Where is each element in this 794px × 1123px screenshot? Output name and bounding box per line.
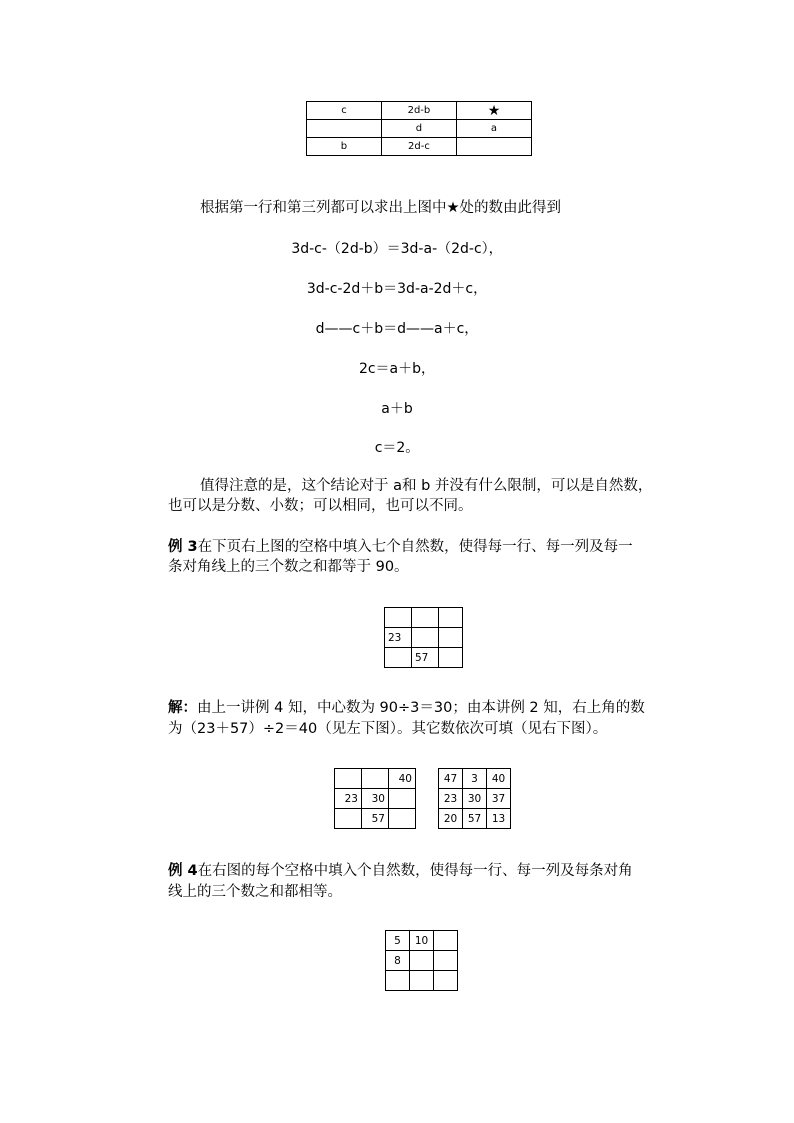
solution-line-1 [168,698,645,719]
equation-2: 3d-c-2d＋b＝3d-a-2d＋c， [306,281,488,297]
table-row [307,102,532,120]
grid-cell: 10 [410,931,434,951]
grid-cell: 40 [487,769,511,789]
example-3-line-1 [168,537,633,558]
grid-cell: 23 [385,628,412,648]
grid-cell [362,769,389,789]
intro-text: 根据第一行和第三列都可以求出上图中★处的数由此得到 [200,200,561,216]
grid-cell: 57 [362,809,389,829]
equation-5: a＋b [381,401,413,417]
solution-grid-left [334,768,416,829]
grid-cell: 37 [487,789,511,809]
equation-4: 2c＝a＋b， [358,361,436,377]
table-row [386,931,458,951]
grid-cell: 23 [439,789,463,809]
table-cell: d [381,120,456,138]
grid-cell [386,971,410,991]
grid-cell [412,628,439,648]
table-row [335,769,416,789]
table-row [385,628,463,648]
table-row [385,648,463,668]
example-3-text: 在下页右上图的空格中填入七个自然数，使得每一行、每一列及每一 [197,539,633,555]
grid-cell: 13 [487,809,511,829]
grid-cell [439,608,463,628]
table-cell: b [307,138,382,156]
solution-line-2: 为（23＋57）÷2＝40（见左下图）。其它数依次可填（见右下图）。 [168,721,608,737]
table-row [335,789,416,809]
table-cell: 2d-c [381,138,456,156]
example-4-text: 在右图的每个空格中填入个自然数，使得每一行、每一列及每条对角 [197,863,633,879]
table-cell: 2d-b [381,102,456,120]
grid-cell: 30 [463,789,487,809]
grid-cell [385,648,412,668]
grid-cell: 5 [386,931,410,951]
example-4-line-2: 线上的三个数之和都相等。 [168,884,342,900]
grid-cell [389,809,416,829]
table-row [307,138,532,156]
table-row [335,809,416,829]
grid-cell [439,628,463,648]
grid-cell: 23 [335,789,362,809]
equation-3: d——c＋b＝d——a＋c， [315,321,479,337]
grid-cell: 57 [463,809,487,829]
table-row [439,769,511,789]
equation-1: 3d-c-（2d-b）＝3d-a-（2d-c）， [291,241,503,257]
example-4-label: 例 4 [168,863,198,879]
example-3-line-2: 条对角线上的三个数之和都等于 90。 [168,559,409,575]
grid-cell [434,971,458,991]
grid-cell [434,951,458,971]
table-row [439,789,511,809]
solution-text: 由上一讲例 4 知，中心数为 90÷3＝30；由本讲例 2 知，右上角的数 [197,700,645,716]
table-row [439,809,511,829]
table-cell [307,120,382,138]
grid-cell: 40 [389,769,416,789]
table-row [386,951,458,971]
note-line-1: 值得注意的是，这个结论对于 a和 b 并没有什么限制，可以是自然数， [200,478,653,494]
table-row [385,608,463,628]
grid-cell [410,971,434,991]
grid-cell: 20 [439,809,463,829]
note-line-2: 也可以是分数、小数；可以相同，也可以不同。 [168,498,473,514]
top-table [306,101,532,156]
solution-label: 解： [168,700,197,716]
grid-cell [434,931,458,951]
grid-cell: 30 [362,789,389,809]
table-row [307,120,532,138]
grid-cell: 8 [386,951,410,971]
grid-cell [410,951,434,971]
table-cell: c [307,102,382,120]
grid-cell [335,769,362,789]
table-cell [456,138,531,156]
grid-cell [385,608,412,628]
grid-cell [439,648,463,668]
grid-cell [412,608,439,628]
equation-6: c＝2。 [374,440,420,456]
table-cell: a [456,120,531,138]
solution-grid-right [438,768,511,829]
grid-cell: 3 [463,769,487,789]
example-4-grid [385,930,458,991]
example-3-label: 例 3 [168,539,198,555]
grid-cell: 47 [439,769,463,789]
star-cell: ★ [456,102,531,120]
grid-cell [389,789,416,809]
example-3-grid [384,607,463,668]
example-4-line-1 [168,861,633,882]
grid-cell [335,809,362,829]
table-row [386,971,458,991]
grid-cell: 57 [412,648,439,668]
